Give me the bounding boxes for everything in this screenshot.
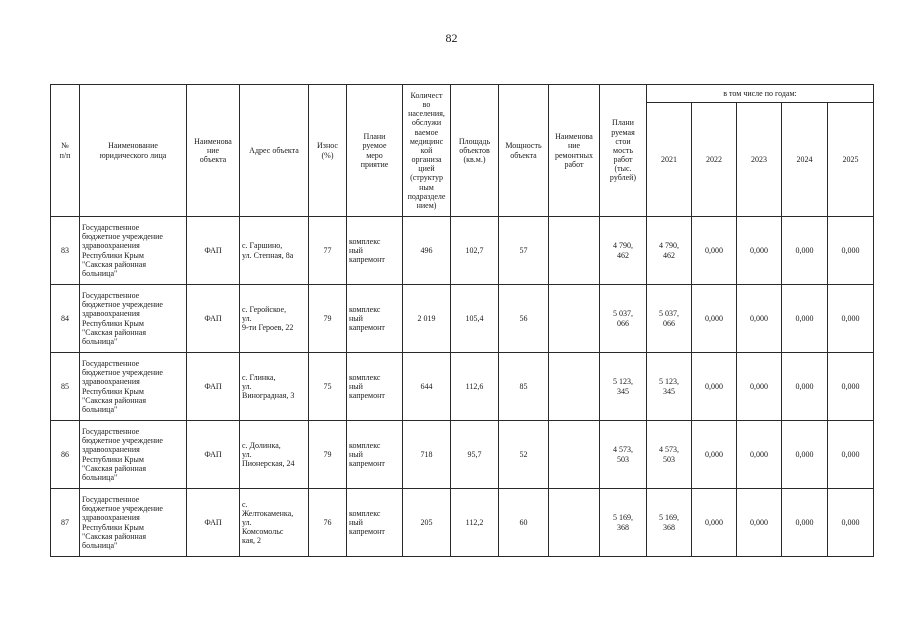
table-body: [51, 217, 874, 557]
cell-2025: 0,000: [828, 285, 874, 353]
cell-num: 87: [51, 489, 80, 557]
cell-wear: 79: [309, 421, 347, 489]
cell-cost: 5 169, 368: [600, 489, 647, 557]
repair-plan-table: [50, 84, 874, 557]
cell-measure: комплекс ный капремонт: [347, 421, 403, 489]
cell-object: ФАП: [187, 489, 240, 557]
cell-2022: 0,000: [692, 421, 737, 489]
cell-address: с. Глинка, ул. Виноградная, 3: [240, 353, 309, 421]
header-num: № п/п: [51, 85, 80, 217]
cell-cost: 5 123, 345: [600, 353, 647, 421]
header-year-2025: 2025: [828, 103, 874, 217]
header-object-name: Наименова ние объекта: [187, 85, 240, 217]
cell-repair: [549, 489, 600, 557]
cell-object: ФАП: [187, 217, 240, 285]
header-planned-cost: Плани руемая стои мость работ (тыс. рублей): [600, 85, 647, 217]
cell-measure: комплекс ный капремонт: [347, 285, 403, 353]
cell-entity: Государственное бюджетное учреждение здравоохранения Республики Крым "Сакская районная больница": [80, 217, 187, 285]
cell-object: ФАП: [187, 421, 240, 489]
cell-2022: 0,000: [692, 217, 737, 285]
cell-2024: 0,000: [782, 421, 828, 489]
header-planned-measure: Плани руемое меро приятие: [347, 85, 403, 217]
header-by-years: в том числе по годам:: [647, 85, 874, 103]
cell-object: ФАП: [187, 285, 240, 353]
cell-wear: 77: [309, 217, 347, 285]
cell-address: с. Геройское, ул. 9-ти Героев, 22: [240, 285, 309, 353]
cell-capacity: 57: [499, 217, 549, 285]
cell-entity: Государственное бюджетное учреждение здравоохранения Республики Крым "Сакская районная больница": [80, 353, 187, 421]
header-population: Количест во населения, обслужи ваемое медицинс кой организа цией (структур ным подразделе нием): [403, 85, 451, 217]
cell-2022: 0,000: [692, 489, 737, 557]
header-capacity: Мощность объекта: [499, 85, 549, 217]
page-number: 82: [445, 31, 458, 45]
cell-2022: 0,000: [692, 353, 737, 421]
cell-2023: 0,000: [737, 217, 782, 285]
cell-cost: 5 037, 066: [600, 285, 647, 353]
cell-cost: 4 573, 503: [600, 421, 647, 489]
cell-wear: 75: [309, 353, 347, 421]
table-row: [51, 217, 874, 285]
cell-entity: Государственное бюджетное учреждение здравоохранения Республики Крым "Сакская районная больница": [80, 285, 187, 353]
cell-area: 112,2: [451, 489, 499, 557]
table-row: [51, 353, 874, 421]
header-year-2022: 2022: [692, 103, 737, 217]
header-legal-entity: Наименование юридического лица: [80, 85, 187, 217]
cell-measure: комплекс ный капремонт: [347, 353, 403, 421]
cell-2024: 0,000: [782, 353, 828, 421]
cell-area: 95,7: [451, 421, 499, 489]
cell-num: 84: [51, 285, 80, 353]
cell-capacity: 56: [499, 285, 549, 353]
cell-2024: 0,000: [782, 489, 828, 557]
cell-2021: 4 790, 462: [647, 217, 692, 285]
cell-capacity: 52: [499, 421, 549, 489]
cell-wear: 76: [309, 489, 347, 557]
cell-repair: [549, 285, 600, 353]
cell-address: с. Гаршино, ул. Степная, 8а: [240, 217, 309, 285]
cell-capacity: 85: [499, 353, 549, 421]
cell-2023: 0,000: [737, 489, 782, 557]
table-row: [51, 489, 874, 557]
table-row: [51, 285, 874, 353]
cell-wear: 79: [309, 285, 347, 353]
cell-entity: Государственное бюджетное учреждение здравоохранения Республики Крым "Сакская районная больница": [80, 421, 187, 489]
cell-repair: [549, 217, 600, 285]
cell-measure: комплекс ный капремонт: [347, 217, 403, 285]
cell-repair: [549, 421, 600, 489]
cell-measure: комплекс ный капремонт: [347, 489, 403, 557]
cell-2024: 0,000: [782, 217, 828, 285]
cell-2025: 0,000: [828, 489, 874, 557]
cell-num: 85: [51, 353, 80, 421]
cell-2022: 0,000: [692, 285, 737, 353]
cell-2021: 5 169, 368: [647, 489, 692, 557]
cell-num: 86: [51, 421, 80, 489]
cell-2021: 5 037, 066: [647, 285, 692, 353]
cell-capacity: 60: [499, 489, 549, 557]
header-year-2021: 2021: [647, 103, 692, 217]
table-header: [51, 85, 874, 217]
cell-entity: Государственное бюджетное учреждение здравоохранения Республики Крым "Сакская районная больница": [80, 489, 187, 557]
cell-cost: 4 790, 462: [600, 217, 647, 285]
cell-2023: 0,000: [737, 353, 782, 421]
header-year-2023: 2023: [737, 103, 782, 217]
cell-population: 2 019: [403, 285, 451, 353]
header-area: Площадь объектов (кв.м.): [451, 85, 499, 217]
cell-object: ФАП: [187, 353, 240, 421]
cell-population: 718: [403, 421, 451, 489]
cell-area: 105,4: [451, 285, 499, 353]
cell-2025: 0,000: [828, 353, 874, 421]
cell-num: 83: [51, 217, 80, 285]
header-year-2024: 2024: [782, 103, 828, 217]
cell-2021: 4 573, 503: [647, 421, 692, 489]
cell-2025: 0,000: [828, 421, 874, 489]
cell-2025: 0,000: [828, 217, 874, 285]
cell-address: с. Долинка, ул. Пионерская, 24: [240, 421, 309, 489]
header-wear: Износ (%): [309, 85, 347, 217]
cell-area: 102,7: [451, 217, 499, 285]
cell-repair: [549, 353, 600, 421]
cell-address: с. Желтокаменка, ул. Комсомольс кая, 2: [240, 489, 309, 557]
cell-population: 644: [403, 353, 451, 421]
cell-population: 496: [403, 217, 451, 285]
cell-2023: 0,000: [737, 285, 782, 353]
cell-2024: 0,000: [782, 285, 828, 353]
table-row: [51, 421, 874, 489]
cell-area: 112,6: [451, 353, 499, 421]
header-address: Адрес объекта: [240, 85, 309, 217]
header-repair-name: Наименова ние ремонтных работ: [549, 85, 600, 217]
cell-2023: 0,000: [737, 421, 782, 489]
cell-2021: 5 123, 345: [647, 353, 692, 421]
cell-population: 205: [403, 489, 451, 557]
